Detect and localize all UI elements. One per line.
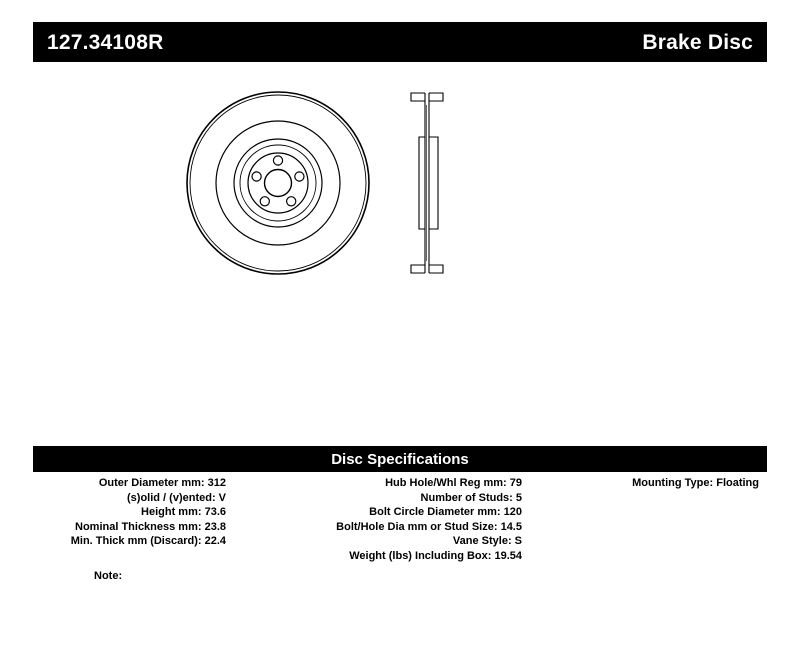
spec-item: Hub Hole/Whl Reg mm: 79 [385,477,522,489]
spec-item: Bolt Circle Diameter mm: 120 [369,506,522,518]
brake-disc-cross-section-view [411,93,443,273]
spec-item: Vane Style: S [452,535,522,547]
spec-item: Weight (lbs) Including Box: 19.54 [349,549,522,562]
spec-column-3 [525,476,767,491]
part-number: 127.34108R [47,30,164,54]
spec-item: Bolt/Hole Dia mm or Stud Size: 14.5 [336,520,522,533]
spec-item: Number of Studs: 5 [420,491,522,504]
spec-item: Nominal Thickness mm: 23.8 [75,520,226,533]
spec-item: (s)olid / (v)ented: V [127,491,226,504]
note-row [33,570,767,582]
specifications-title-bar [33,446,767,472]
product-type-label: Brake Disc [642,30,753,54]
brake-disc-front-view [187,92,369,274]
technical-drawing [33,75,767,415]
header-bar [33,22,767,62]
spec-column-1 [33,476,229,549]
spec-item: Mounting Type: Floating [632,477,759,489]
specifications-table [33,476,767,563]
spec-item: Min. Thick mm (Discard): 22.4 [70,535,226,547]
specifications-title: Disc Specifications [331,450,469,468]
note-label: Note: [94,570,123,582]
spec-column-2 [229,476,525,563]
spec-item: Outer Diameter mm: 312 [98,477,226,489]
spec-item: Height mm: 73.6 [141,506,226,518]
